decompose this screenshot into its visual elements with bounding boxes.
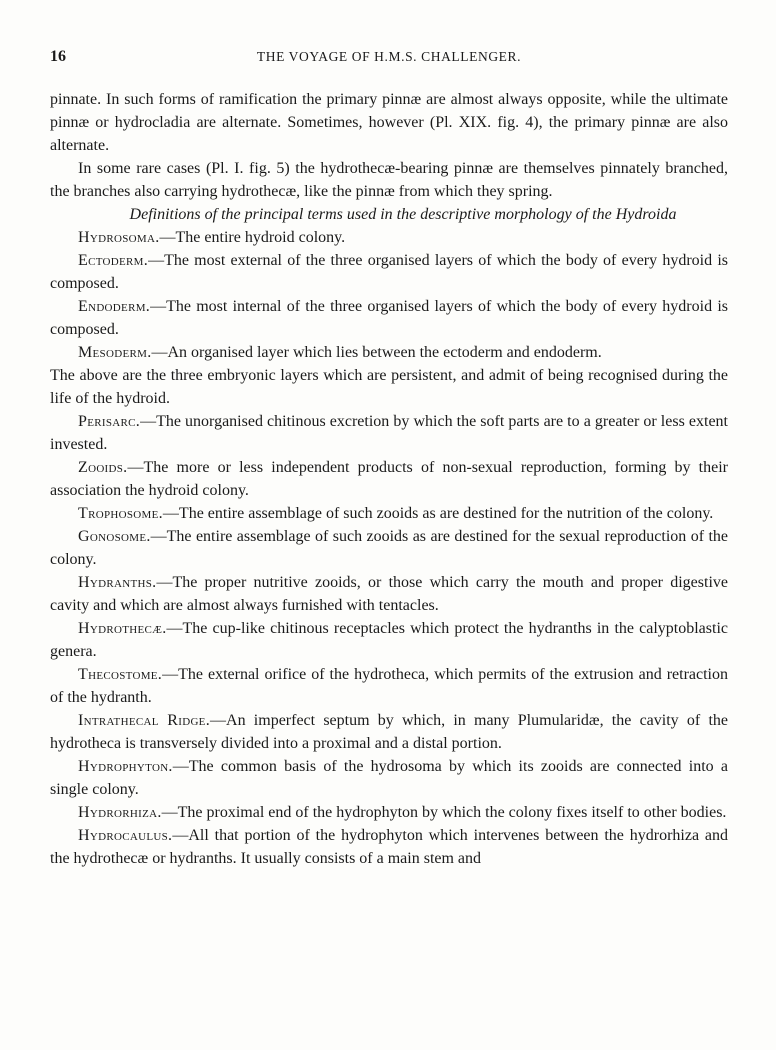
definition-term: Perisarc. xyxy=(78,413,141,430)
definition-term: Endoderm. xyxy=(78,298,151,315)
definition-trophosome xyxy=(50,502,728,525)
definition-zooids xyxy=(50,456,728,502)
definition-term: Hydrosoma. xyxy=(78,229,160,246)
body-text xyxy=(50,88,728,870)
definition-term: Mesoderm. xyxy=(78,344,152,361)
definition-term: Thecostome. xyxy=(78,666,163,683)
definition-endoderm xyxy=(50,295,728,341)
definition-term: Hydrocaulus. xyxy=(78,827,173,844)
definition-hydrophyton xyxy=(50,755,728,801)
definition-intrathecal-ridge xyxy=(50,709,728,755)
page-header xyxy=(50,48,728,70)
definition-text: The above are the three embryonic layers which are persistent, and admit of being recognised during the life of the hydroid. xyxy=(50,367,728,407)
section-heading: Definitions of the principal terms used in the descriptive morphology of the Hydroida xyxy=(129,206,677,223)
embryonic-layers-note xyxy=(50,364,728,410)
definition-text: —All that portion of the hydrophyton which intervenes between the hydrorhiza and the hydrothecæ or hydranths. It usually consists of a main stem and xyxy=(50,827,728,867)
definition-text: —The entire assemblage of such zooids as are destined for the nutrition of the colony. xyxy=(162,505,714,522)
definition-perisarc xyxy=(50,410,728,456)
definition-text: —The entire assemblage of such zooids as are destined for the sexual reproduction of the colony. xyxy=(50,528,728,568)
intro-paragraph: In some rare cases (Pl. I. fig. 5) the hydrothecæ-bearing pinnæ are themselves pinnately branched, the branches also carrying hydrothecæ, like the pinnæ from which they spring. xyxy=(50,160,728,200)
definition-text: —The external orifice of the hydrotheca, which permits of the extrusion and retraction of the hydranth. xyxy=(50,666,728,706)
definition-text: —The common basis of the hydrosoma by which its zooids are connected into a single colony. xyxy=(50,758,728,798)
definition-text: —The entire hydroid colony. xyxy=(159,229,346,246)
definition-term: Gonosome. xyxy=(78,528,151,545)
definition-text: —The proper nutritive zooids, or those which carry the mouth and proper digestive cavity and which are almost always furnished with tentacles. xyxy=(50,574,728,614)
definition-hydrocaulus xyxy=(50,824,728,870)
definition-thecostome xyxy=(50,663,728,709)
definition-text: —The unorganised chitinous excretion by which the soft parts are to a greater or less extent invested. xyxy=(50,413,728,453)
intro-paragraph: pinnate. In such forms of ramification the primary pinnæ are almost always opposite, while the ultimate pinnæ or hydrocladia are alternate. Sometimes, however (Pl. XIX. fig. 4), the primary pinnæ are also alternate. xyxy=(50,91,728,154)
definition-term: Hydrophyton. xyxy=(78,758,173,775)
definition-mesoderm xyxy=(50,341,728,364)
definition-text: —An imperfect septum by which, in many Plumularidæ, the cavity of the hydrotheca is transversely divided into a proximal and a distal portion. xyxy=(50,712,728,752)
definition-text: —The cup-like chitinous receptacles which protect the hydranths in the calyptoblastic genera. xyxy=(50,620,728,660)
definition-text: —The more or less independent products of non-sexual reproduction, forming by their association the hydroid colony. xyxy=(50,459,728,499)
definition-gonosome xyxy=(50,525,728,571)
definition-hydrorhiza xyxy=(50,801,728,824)
definition-term: Hydrorhiza. xyxy=(78,804,162,821)
running-title: THE VOYAGE OF H.M.S. CHALLENGER. xyxy=(256,49,522,64)
definition-ectoderm xyxy=(50,249,728,295)
definition-term: Zooids. xyxy=(78,459,128,476)
definition-term: Ectoderm. xyxy=(78,252,149,269)
definition-term: Intrathecal Ridge. xyxy=(78,712,211,729)
definition-text: —The most external of the three organised layers of which the body of every hydroid is composed. xyxy=(50,252,728,292)
definition-hydranths xyxy=(50,571,728,617)
page-number: 16 xyxy=(50,48,66,65)
definition-text: —The most internal of the three organised layers of which the body of every hydroid is composed. xyxy=(50,298,728,338)
definition-hydrothecae xyxy=(50,617,728,663)
definition-term: Hydranths. xyxy=(78,574,157,591)
definition-term: Trophosome. xyxy=(78,505,163,522)
definition-text: —An organised layer which lies between the ectoderm and endoderm. xyxy=(151,344,602,361)
definition-hydrosoma xyxy=(50,226,728,249)
definition-text: —The proximal end of the hydrophyton by which the colony fixes itself to other bodies. xyxy=(161,804,727,821)
definition-term: Hydrothecæ. xyxy=(78,620,167,637)
